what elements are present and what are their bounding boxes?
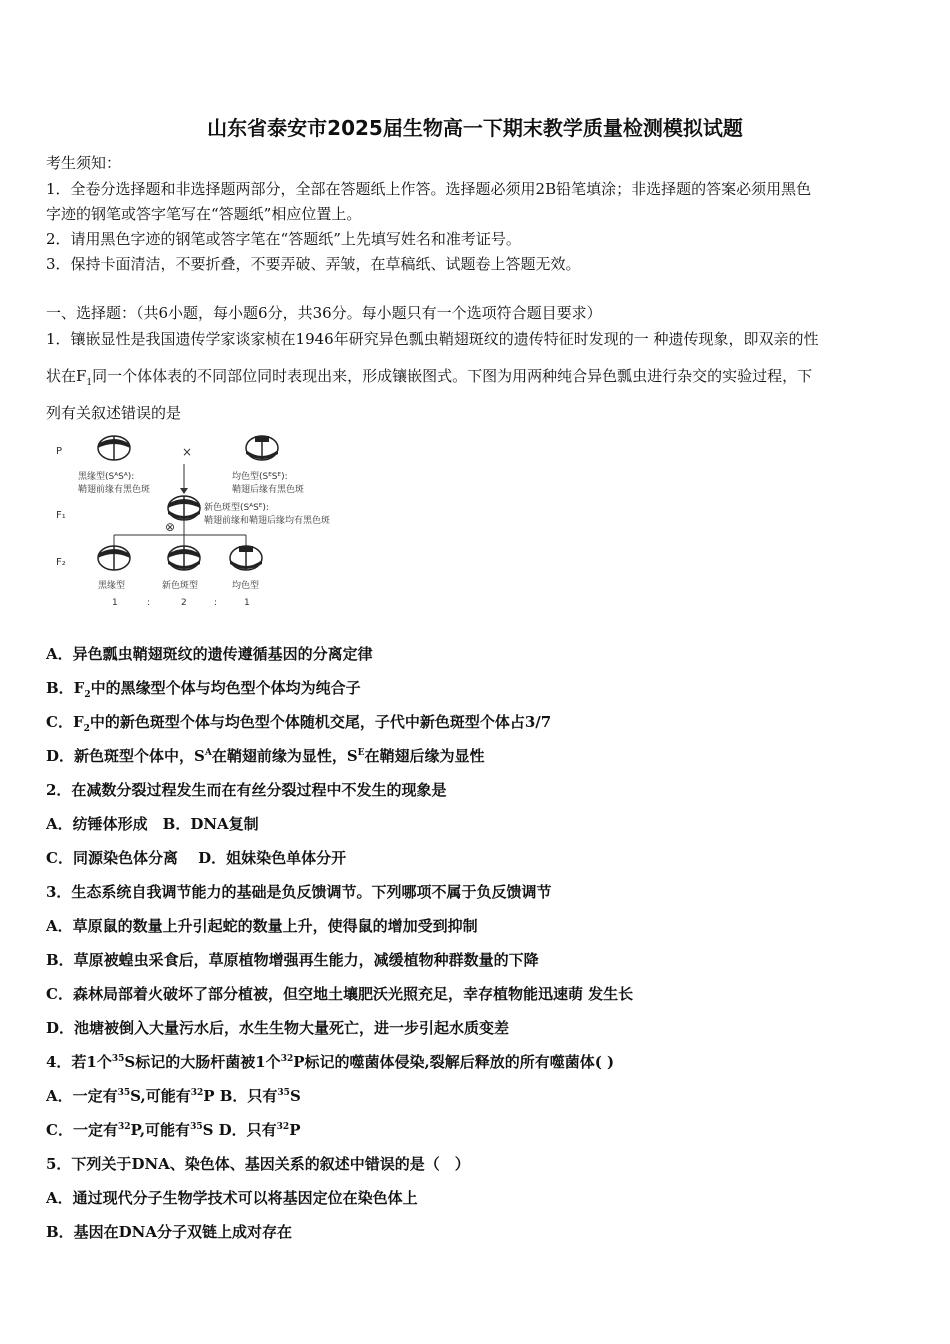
q1-stem-line1: 1．镶嵌显性是我国遗传学家谈家桢在1946年研究异色瓢虫鞘翅斑纹的遗传特征时发现的一 种遗传现象，即双亲的性	[46, 330, 819, 348]
q3-option-b: B．草原被蝗虫采食后，草原植物增强再生能力，减缓植物种群数量的下降	[46, 951, 539, 969]
q4-stem: 4．若1个$^{35}$S标记的大肠杆菌被1个$^{32}$P标记的噬菌体侵染,裂解后释放的所有噬菌体( )	[46, 1053, 615, 1071]
q5-option-b: B．基因在DNA分子双链上成对存在	[46, 1223, 293, 1241]
q5-option-a: A．通过现代分子生物学技术可以将基因定位在染色体上	[46, 1189, 418, 1207]
q3-option-d: D．池塘被倒入大量污水后，水生生物大量死亡，进一步引起水质变差	[46, 1019, 510, 1037]
f1-name: 新色斑型(SᴬSᴱ):	[204, 503, 269, 513]
cross-sign: ×	[182, 445, 193, 459]
gen-label-f1: F₁	[56, 510, 66, 521]
f2-label-black-edge: 黑缘型	[98, 581, 126, 591]
q1-option-c: C．$F_2$中的新色斑型个体与均色型个体随机交尾，子代中新色斑型个体占3/7	[46, 713, 552, 734]
q4-options-cd: C．一定有$^{32}$P,可能有$^{35}$S D．只有$^{32}$P	[46, 1121, 301, 1139]
gen-label-p: P	[56, 446, 63, 457]
q2-options-ab: A．纺锤体形成 B．DNA复制	[46, 815, 259, 833]
arrow-down-icon	[180, 488, 188, 494]
q1-stem-line3: 列有关叙述错误的是	[46, 404, 182, 422]
f2-label-uniform: 均色型	[232, 581, 260, 591]
ladybug-black-edge-parent	[98, 436, 130, 460]
parent1-name: 黑缘型(SᴬSᴬ):	[78, 472, 135, 482]
ratio-1: 1	[112, 598, 118, 608]
q3-option-a: A．草原鼠的数量上升引起蛇的数量上升，使得鼠的增加受到抑制	[46, 917, 478, 935]
ladybug-uniform-parent	[246, 436, 278, 460]
ladybug-cross-diagram	[52, 430, 382, 610]
q1-option-a: A．异色瓢虫鞘翅斑纹的遗传遵循基因的分离定律	[46, 645, 373, 663]
q2-stem: 2．在减数分裂过程发生而在有丝分裂过程中不发生的现象是	[46, 781, 447, 799]
q5-stem: 5．下列关于DNA、染色体、基因关系的叙述中错误的是（ ）	[46, 1155, 470, 1173]
q2-options-cd: C．同源染色体分离 D．姐妹染色单体分开	[46, 849, 347, 867]
ladybug-f2-black-edge	[98, 546, 130, 570]
notice-item-3: 3．保持卡面清洁，不要折叠，不要弄破、弄皱，在草稿纸、试题卷上答题无效。	[46, 255, 581, 273]
q3-option-c: C．森林局部着火破坏了部分植被，但空地土壤肥沃光照充足，幸存植物能迅速萌 发生长	[46, 985, 634, 1003]
parent2-desc: 鞘翅后缘有黑色斑	[232, 485, 305, 495]
notice-heading: 考生须知：	[46, 154, 122, 172]
ladybug-f1-new-spot	[168, 496, 200, 520]
parent2-name: 均色型(SᴱSᴱ):	[232, 472, 288, 482]
notice-item-1: 1．全卷分选择题和非选择题两部分，全部在答题纸上作答。选择题必须用2B铅笔填涂；非选择题的答案必须用黑色	[46, 180, 812, 198]
q1-option-d: D．新色斑型个体中，$S^A$在鞘翅前缘为显性，$S^E$在鞘翅后缘为显性	[46, 747, 485, 765]
ratio-sep-2: :	[214, 598, 218, 608]
gen-label-f2: F₂	[56, 557, 66, 568]
q4-options-ab: A．一定有$^{35}$S,可能有$^{32}$P B．只有$^{35}$S	[46, 1087, 301, 1105]
ratio-sep-1: :	[147, 598, 151, 608]
selfing-sign: ⊗	[165, 520, 176, 534]
ratio-2: 2	[181, 598, 187, 608]
f2-label-new-spot: 新色斑型	[162, 581, 199, 591]
ratio-3: 1	[244, 598, 250, 608]
ladybug-f2-uniform	[230, 546, 262, 570]
f1-desc: 鞘翅前缘和鞘翅后缘均有黑色斑	[204, 516, 331, 526]
notice-item-2: 2．请用黑色字迹的钢笔或答字笔在“答题纸”上先填写姓名和准考证号。	[46, 230, 521, 248]
page-title: 山东省泰安市2025届生物高一下期末教学质量检测模拟试题	[207, 116, 743, 140]
ladybug-f2-new-spot	[168, 546, 200, 570]
parent1-desc: 鞘翅前缘有黑色斑	[78, 485, 151, 495]
section-heading: 一、选择题：（共6小题，每小题6分，共36分。每小题只有一个选项符合题目要求）	[46, 304, 602, 322]
q1-stem-line2: 状在$F_1$同一个体体表的不同部位同时表现出来，形成镶嵌图式。下图为用两种纯合异色瓢虫进行杂交的实验过程，下	[46, 367, 813, 388]
q3-stem: 3．生态系统自我调节能力的基础是负反馈调节。下列哪项不属于负反馈调节	[46, 883, 552, 901]
notice-item-1-cont: 字迹的钢笔或答字笔写在“答题纸”相应位置上。	[46, 205, 362, 223]
q1-option-b: B．$F_2$中的黑缘型个体与均色型个体均为纯合子	[46, 679, 361, 700]
